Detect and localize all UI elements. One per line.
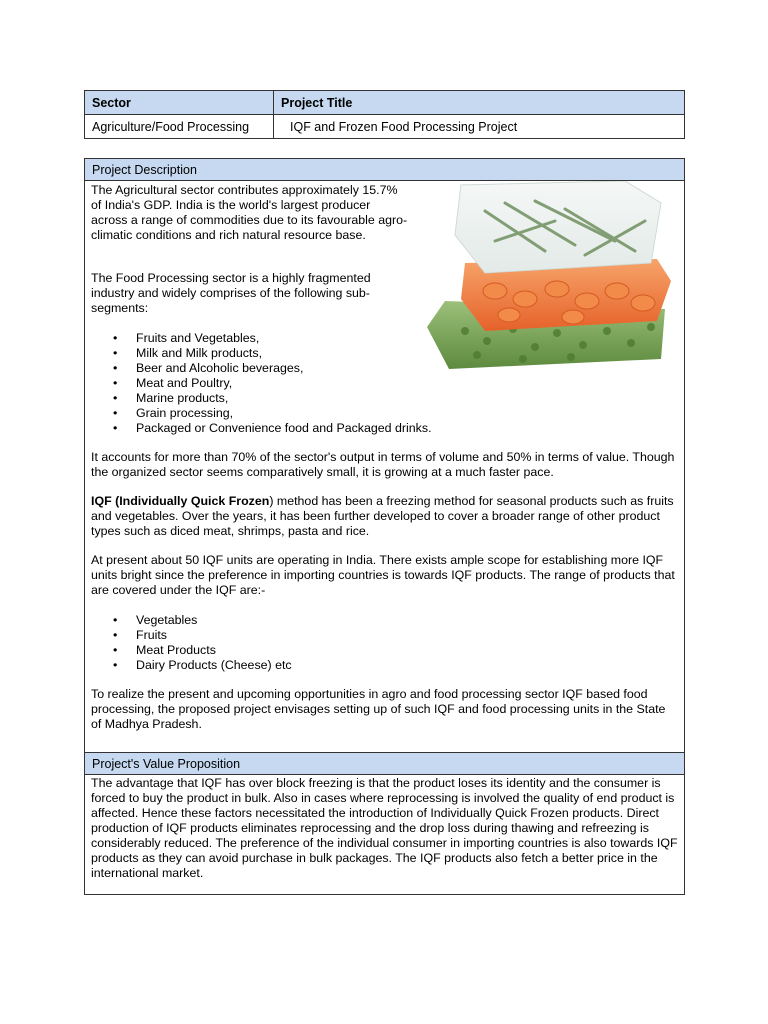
fp-line: segments:	[91, 301, 149, 315]
value-proposition-section	[84, 752, 685, 895]
list-item: • Beer and Alcoholic beverages,	[91, 361, 678, 376]
sector-value: Agriculture/Food Processing	[85, 115, 274, 139]
list-item: • Vegetables	[91, 613, 678, 628]
iqf-paragraph	[91, 494, 678, 539]
list-item: • Fruits	[91, 628, 678, 643]
project-title-header: Project Title	[274, 91, 685, 115]
sector-header: Sector	[85, 91, 274, 115]
project-title-value: IQF and Frozen Food Processing Project	[274, 115, 685, 139]
iqf-term: IQF (Individually Quick Frozen	[91, 494, 270, 508]
segments-list	[91, 331, 678, 436]
intro-line: climatic conditions and rich natural resource base.	[91, 228, 366, 242]
intro-line: The Agricultural sector contributes approximately 15.7%	[91, 183, 398, 197]
list-item: • Fruits and Vegetables,	[91, 331, 678, 346]
iqf-units-paragraph: At present about 50 IQF units are operating in India. There exists ample scope for establishing more IQF units bright since the preference in importing countries is towards IQF products. The range of products that are covered under the IQF are:-	[91, 553, 675, 597]
fp-line: The Food Processing sector is a highly fragmented	[91, 271, 371, 285]
intro-line: of India's GDP. India is the world's largest producer	[91, 198, 371, 212]
project-description-section	[84, 158, 685, 753]
fp-line: industry and widely comprises of the following sub-	[91, 286, 370, 300]
list-item: • Milk and Milk products,	[91, 346, 678, 361]
project-description-heading: Project Description	[85, 159, 684, 181]
sector-share-paragraph: It accounts for more than 70% of the sector's output in terms of volume and 50% in terms of value. Though the organized sector seems comparatively small, it is growing at a much faster pace.	[91, 450, 675, 479]
summary-table	[84, 90, 685, 139]
closing-paragraph: To realize the present and upcoming opportunities in agro and food processing sector IQF based food processing, the proposed project envisages setting up of such IQF and food processing units in the State of Madhya Pradesh.	[91, 687, 666, 731]
list-item: • Grain processing,	[91, 406, 678, 421]
value-proposition-heading: Project's Value Proposition	[85, 753, 684, 775]
iqf-products-list	[91, 613, 678, 673]
value-proposition-body: The advantage that IQF has over block freezing is that the product loses its identity and the consumer is forced to buy the product in bulk. Also in cases where reprocessing is involved the quality of end product is affected. Hence these factors necessitated the introduction of Individually Quick Frozen products. Direct production of IQF products eliminates reprocessing and the drop loss during thawing and refreezing is considerably reduced. The preference of the individual consumer in importing countries is also towards IQF products as they can avoid purchase in bulk packages. The IQF products also fetch a better price in the international market.	[91, 776, 678, 880]
intro-line: across a range of commodities due to its favourable agro-	[91, 213, 408, 227]
list-item: • Marine products,	[91, 391, 678, 406]
list-item: • Meat Products	[91, 643, 678, 658]
iqf-definition: ) method has been a freezing method for seasonal products such as fruits and vegetables. Over the years, it has been further developed to cover a broader range of other product types such as diced meat, shrimps, pasta and rice.	[91, 494, 674, 538]
list-item: • Dairy Products (Cheese) etc	[91, 658, 678, 673]
list-item: • Packaged or Convenience food and Packaged drinks.	[91, 421, 678, 436]
list-item: • Meat and Poultry,	[91, 376, 678, 391]
